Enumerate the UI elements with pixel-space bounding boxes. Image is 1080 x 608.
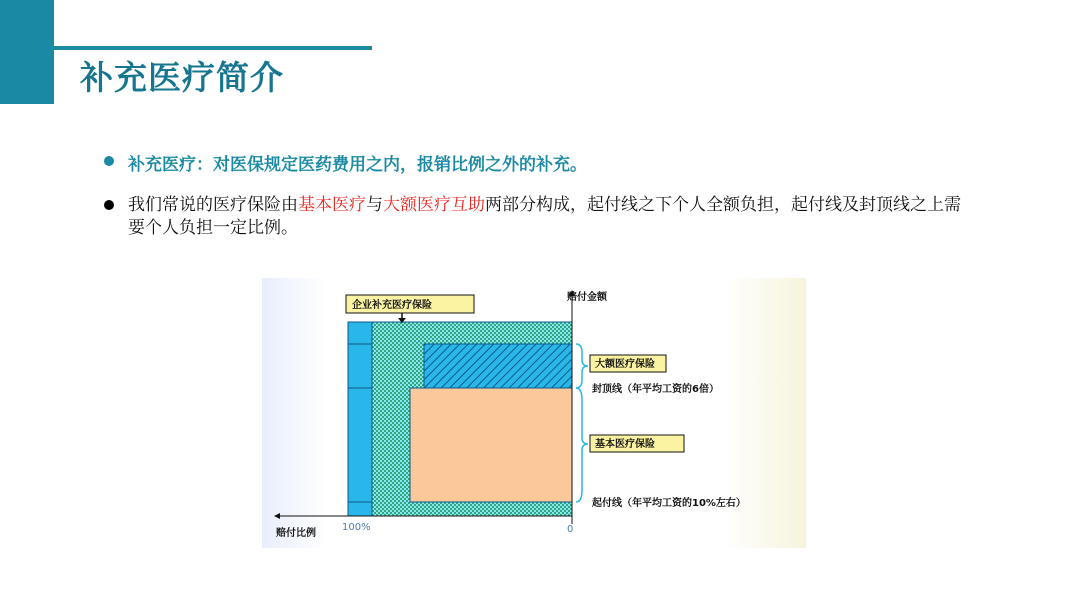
threshold-line-label: 起付线（年平均工资的10%左右） [592,498,746,509]
cap-line-label: 封顶线（年平均工资的6倍） [592,384,719,395]
insurance-diagram-svg [262,278,806,548]
basic-medical-area [410,388,572,502]
x-axis-right-value: 0 [567,524,574,535]
basic-label: 基本医疗保险 [595,439,655,450]
bottom-cyan-strip [348,502,372,516]
basic-medical-highlight: 基本医疗 [298,195,366,215]
enterprise-label: 企业补充医疗保险 [352,300,432,311]
accent-block [0,0,54,104]
bullet-composition [104,194,964,240]
x-axis-left-value: 100% [342,522,371,533]
slide-title: 补充医疗简介 [80,58,284,97]
major-medical-highlight: 大额医疗互助 [383,195,485,215]
major-medical-area [424,344,572,388]
insurance-diagram [262,278,806,548]
composition-part3: 两部分构成，起付线之下个人全额负担，起付线及封顶线之上需要个人负担一定比例。 [128,195,961,238]
y-axis-label: 赔付金额 [567,292,607,303]
bullet-dot-icon [104,156,114,166]
bullet-definition-text: 补充医疗：对医保规定医药费用之内，报销比例之外的补充。 [128,155,587,175]
x-axis-label: 赔付比例 [276,528,316,539]
bullet-definition [104,150,587,175]
bullet-dot-icon [104,200,114,210]
composition-part1: 我们常说的医疗保险由 [128,195,298,215]
composition-part2: 与 [366,195,383,215]
bullet-composition-text [128,194,964,240]
major-label: 大额医疗保险 [595,359,655,370]
title-underline [54,46,372,50]
